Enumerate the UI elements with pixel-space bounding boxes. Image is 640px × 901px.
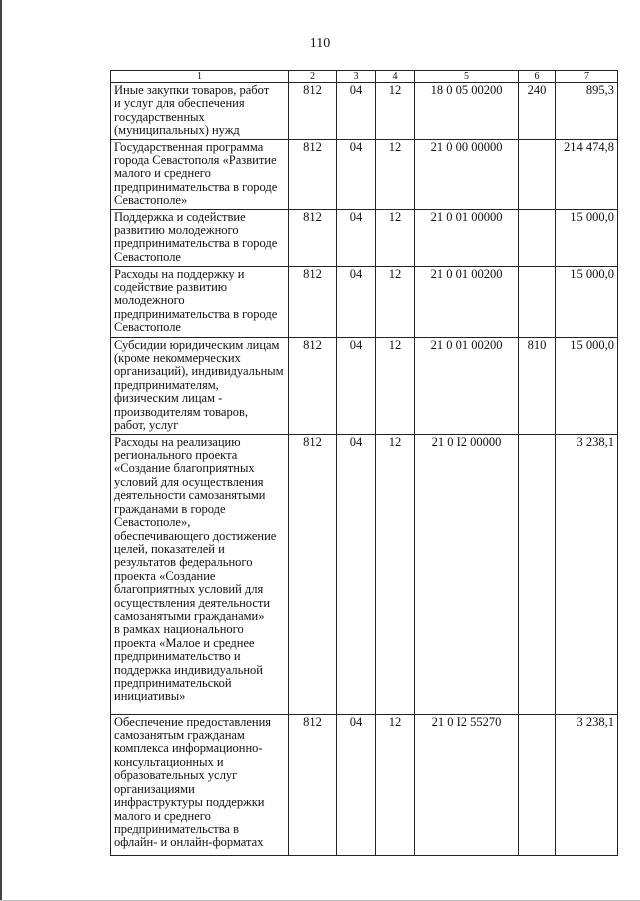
row-grbs: 812 [289, 83, 337, 140]
row-subsection: 12 [376, 139, 415, 209]
row-subsection: 12 [376, 266, 415, 337]
row-grbs: 812 [289, 434, 337, 714]
row-subsection: 12 [376, 83, 415, 140]
table-header-row [111, 71, 618, 83]
table-row [111, 209, 618, 266]
page-left-edge [0, 0, 2, 901]
header-col-4: 4 [376, 71, 415, 83]
row-target-article: 21 0 01 00200 [415, 266, 519, 337]
row-name: Расходы на поддержку и содействие развитию молодежного предпринимательства в городе Севастополе [111, 266, 289, 337]
header-col-5: 5 [415, 71, 519, 83]
row-subsection: 12 [376, 337, 415, 434]
table-row [111, 434, 618, 714]
page-number: 110 [309, 36, 331, 51]
row-sum: 3 238,1 [556, 714, 618, 855]
row-sum: 15 000,0 [556, 266, 618, 337]
table-row [111, 139, 618, 209]
header-col-3: 3 [337, 71, 376, 83]
row-target-article: 21 0 I2 55270 [415, 714, 519, 855]
header-col-2: 2 [289, 71, 337, 83]
row-target-article: 21 0 01 00200 [415, 337, 519, 434]
table-row [111, 266, 618, 337]
row-subsection: 12 [376, 714, 415, 855]
row-target-article: 21 0 01 00000 [415, 209, 519, 266]
row-section: 04 [337, 337, 376, 434]
row-name: Поддержка и содействие развитию молодежного предпринимательства в городе Севастополе [111, 209, 289, 266]
row-section: 04 [337, 266, 376, 337]
header-col-1: 1 [111, 71, 289, 83]
row-grbs: 812 [289, 714, 337, 855]
row-grbs: 812 [289, 139, 337, 209]
row-name: Субсидии юридическим лицам (кроме некоммерческих организаций), индивидуальным предпринимателям, физическим лицам - производителям товаров, работ, услуг [111, 337, 289, 434]
row-section: 04 [337, 83, 376, 140]
row-target-article: 21 0 I2 00000 [415, 434, 519, 714]
row-expense-type: 240 [519, 83, 556, 140]
row-expense-type [519, 714, 556, 855]
row-target-article: 18 0 05 00200 [415, 83, 519, 140]
header-col-6: 6 [519, 71, 556, 83]
row-section: 04 [337, 209, 376, 266]
budget-table [110, 70, 618, 856]
row-name: Иные закупки товаров, работ и услуг для обеспечения государственных (муниципальных) нужд [111, 83, 289, 140]
row-section: 04 [337, 714, 376, 855]
row-target-article: 21 0 00 00000 [415, 139, 519, 209]
row-sum: 3 238,1 [556, 434, 618, 714]
row-subsection: 12 [376, 434, 415, 714]
row-sum: 214 474,8 [556, 139, 618, 209]
row-name: Обеспечение предоставления самозанятым гражданам комплекса информационно- консультационных и образовательных услуг организациями инфраструктуры поддержки малого и среднего предпринимательства в офлайн- и онлайн-форматах [111, 714, 289, 855]
row-sum: 15 000,0 [556, 337, 618, 434]
row-expense-type [519, 139, 556, 209]
table-row [111, 83, 618, 140]
row-section: 04 [337, 434, 376, 714]
table-row [111, 714, 618, 855]
row-expense-type: 810 [519, 337, 556, 434]
row-subsection: 12 [376, 209, 415, 266]
row-expense-type [519, 266, 556, 337]
row-grbs: 812 [289, 266, 337, 337]
row-name: Государственная программа города Севастополя «Развитие малого и среднего предпринимательства в городе Севастополе» [111, 139, 289, 209]
row-expense-type [519, 209, 556, 266]
row-grbs: 812 [289, 337, 337, 434]
row-section: 04 [337, 139, 376, 209]
row-grbs: 812 [289, 209, 337, 266]
row-name: Расходы на реализацию регионального проекта «Создание благоприятных условий для осуществления деятельности самозанятыми гражданами в городе Севастополе», обеспечивающего достижение целей, показателей и результатов федерального проекта «Создание благоприятных условий для осуществления деятельности самозанятыми гражданами» в рамках национального проекта «Малое и среднее предпринимательство и поддержка индивидуальной предпринимательской инициативы» [111, 434, 289, 714]
row-sum: 895,3 [556, 83, 618, 140]
header-col-7: 7 [556, 71, 618, 83]
row-sum: 15 000,0 [556, 209, 618, 266]
table-row [111, 337, 618, 434]
row-expense-type [519, 434, 556, 714]
